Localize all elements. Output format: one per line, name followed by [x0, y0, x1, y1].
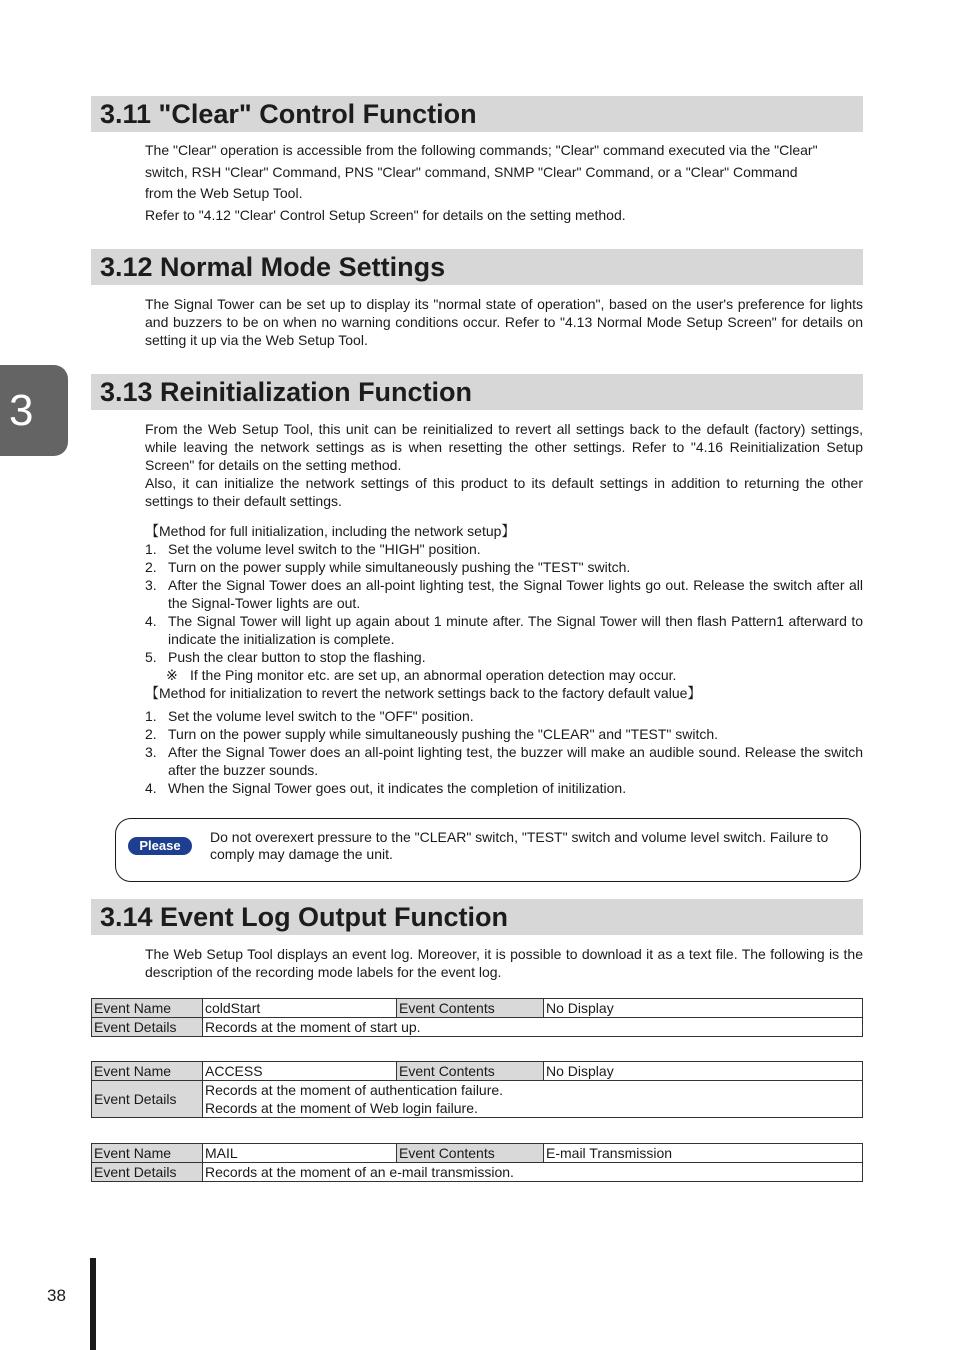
list-item [145, 558, 863, 576]
step-number: 2. [145, 559, 157, 575]
please-notice-box [115, 818, 861, 882]
body-paragraph: Also, it can initialize the network settings of this product to its default settings in addition to returning the other settings to their default settings. [145, 475, 863, 509]
step-number: 3. [145, 577, 157, 593]
event-name-value: coldStart [203, 999, 397, 1018]
page-bar-divider [90, 1258, 96, 1350]
step-number: 1. [145, 708, 157, 724]
table-row [92, 1144, 863, 1163]
step-text: Turn on the power supply while simultaneously pushing the "CLEAR" and "TEST" switch. [168, 726, 719, 742]
section-3-12-body [145, 295, 863, 349]
section-heading-3-13: 3.13 Reinitialization Function [91, 374, 863, 410]
step-number: 4. [145, 613, 157, 629]
body-paragraph: The Web Setup Tool displays an event log. Moreover, it is possible to download it as a text file. The following is the description of the recording mode labels for the event log. [145, 946, 863, 980]
table-row [92, 1163, 863, 1182]
list-item [145, 779, 863, 797]
note [145, 666, 863, 684]
table-row [92, 1018, 863, 1037]
event-contents-value: No Display [544, 1062, 863, 1081]
event-details-value: Records at the moment of start up. [203, 1018, 863, 1037]
details-line: Records at the moment of authentication failure. [205, 1082, 504, 1098]
method-steps-list [145, 540, 863, 666]
event-table-mail [91, 1143, 863, 1182]
body-paragraph: The Signal Tower can be set up to display its "normal state of operation", based on the user's preference for lights and buzzers to be on when no warning conditions occur. Refer to "4.13 Normal Mode Setup Screen" for details on setting it up via the Web Setup Tool. [145, 296, 863, 348]
body-line: switch, RSH "Clear" Command, PNS "Clear" command, SNMP "Clear" Command, or a "Clear" Command [145, 163, 798, 180]
section-heading-3-14: 3.14 Event Log Output Function [91, 899, 863, 935]
step-number: 4. [145, 780, 157, 796]
event-details-label: Event Details [92, 1163, 203, 1182]
please-text: Do not overexert pressure to the "CLEAR" switch, "TEST" switch and volume level switch. Failure to comply may damage the unit. [210, 829, 829, 862]
page-number: 38 [47, 1286, 66, 1305]
list-item [145, 648, 863, 666]
body-line: The "Clear" operation is accessible from the following commands; "Clear" command executed via the "Clear" [145, 142, 818, 158]
event-contents-label: Event Contents [397, 1144, 544, 1163]
method-title: 【Method for initialization to revert the network settings back to the factory default value】 [145, 685, 702, 701]
event-contents-value: No Display [544, 999, 863, 1018]
step-number: 5. [145, 649, 157, 665]
body-line: Refer to "4.12 "Clear' Control Setup Screen" for details on the setting method. [145, 206, 626, 223]
table-row [92, 1081, 863, 1118]
event-name-label: Event Name [92, 1144, 203, 1163]
list-item [145, 576, 863, 612]
event-name-value: MAIL [203, 1144, 397, 1163]
method-title: 【Method for full initialization, including the network setup】 [145, 523, 516, 539]
event-table-coldstart [91, 998, 863, 1037]
section-heading-3-12: 3.12 Normal Mode Settings [91, 249, 863, 285]
step-text: After the Signal Tower does an all-point lighting test, the Signal Tower lights go out. Release the switch after all the Signal-Tower lights are out. [168, 577, 863, 611]
step-text: The Signal Tower will light up again about 1 minute after. The Signal Tower will then flash Pattern1 afterward to indicate the initialization is complete. [168, 613, 863, 647]
step-text: Set the volume level switch to the "OFF" position. [168, 708, 474, 724]
body-line: from the Web Setup Tool. [145, 185, 303, 201]
step-text: Turn on the power supply while simultaneously pushing the "TEST" switch. [168, 559, 631, 575]
event-details-value [203, 1081, 863, 1118]
event-table-access [91, 1061, 863, 1118]
step-text: Push the clear button to stop the flashing. [168, 649, 426, 665]
section-heading-3-11: 3.11 "Clear" Control Function [91, 96, 863, 132]
step-number: 1. [145, 541, 157, 557]
step-number: 2. [145, 726, 157, 742]
chapter-tab: 3 [0, 365, 68, 456]
note-mark-icon: ※ [166, 667, 178, 683]
list-item [145, 612, 863, 648]
event-details-label: Event Details [92, 1081, 203, 1118]
table-row [92, 1062, 863, 1081]
event-details-label: Event Details [92, 1018, 203, 1037]
list-item [145, 743, 863, 779]
list-item [145, 707, 863, 725]
step-text: After the Signal Tower does an all-point lighting test, the buzzer will make an audible sound. Release the switch after the buzzer sounds. [168, 744, 863, 778]
step-number: 3. [145, 744, 157, 760]
list-item [145, 540, 863, 558]
body-paragraph: From the Web Setup Tool, this unit can be reinitialized to revert all settings back to the default (factory) settings, while leaving the network settings as is when resetting the other settings. Refer to "4.16 Reinitialization Setup Screen" for details on the setting method. [145, 421, 863, 473]
event-name-label: Event Name [92, 999, 203, 1018]
note-text: If the Ping monitor etc. are set up, an abnormal operation detection may occur. [190, 667, 677, 683]
list-item [145, 725, 863, 743]
event-name-value: ACCESS [203, 1062, 397, 1081]
table-row [92, 999, 863, 1018]
section-3-13-body [145, 420, 863, 797]
event-name-label: Event Name [92, 1062, 203, 1081]
event-contents-label: Event Contents [397, 1062, 544, 1081]
details-line: Records at the moment of Web login failure. [205, 1100, 478, 1116]
step-text: Set the volume level switch to the "HIGH" position. [168, 541, 481, 557]
event-contents-label: Event Contents [397, 999, 544, 1018]
step-text: When the Signal Tower goes out, it indicates the completion of initilization. [168, 780, 627, 796]
section-3-11-body [145, 140, 863, 226]
event-contents-value: E-mail Transmission [544, 1144, 863, 1163]
event-details-value: Records at the moment of an e-mail transmission. [203, 1163, 863, 1182]
please-badge: Please [128, 837, 192, 855]
section-3-14-body [145, 945, 863, 981]
method-steps-list [145, 707, 863, 797]
